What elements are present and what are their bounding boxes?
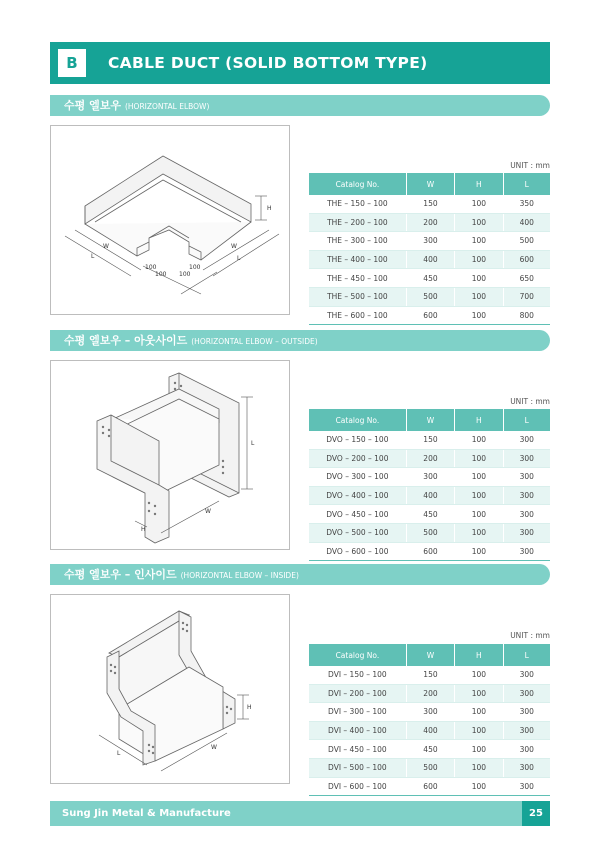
dim-l-label: L (251, 440, 255, 447)
cell: 600 (406, 306, 454, 325)
table-header-row (309, 409, 550, 431)
company-name: Sung Jin Metal & Manufacture (62, 808, 231, 819)
cell: 350 (503, 195, 550, 213)
section-title: 수평 엘보우 – 인사이드 (HORIZONTAL ELBOW – INSIDE) (64, 568, 299, 581)
cell: 150 (406, 195, 454, 213)
cell: 100 (455, 542, 503, 561)
col-h: H (455, 409, 503, 431)
col-l: L (503, 173, 550, 195)
table-row (309, 449, 550, 468)
cell: 400 (406, 721, 454, 740)
page-footer (50, 801, 550, 826)
cell: 100 (455, 740, 503, 759)
cell: 100 (455, 287, 503, 306)
cell: 600 (406, 542, 454, 561)
cell: 100 (455, 721, 503, 740)
dim-100-3: 100 (189, 264, 201, 271)
table-row (309, 269, 550, 288)
cell: DVI – 400 – 100 (309, 721, 406, 740)
cell: 200 (406, 684, 454, 703)
cell: THE – 600 – 100 (309, 306, 406, 325)
cell: 300 (503, 468, 550, 487)
page-number: 25 (522, 801, 550, 826)
dim-h-label: H (247, 704, 252, 711)
col-l: L (503, 409, 550, 431)
cell: 400 (406, 486, 454, 505)
dim-h-label: H (267, 205, 272, 212)
table-row (309, 213, 550, 232)
unit-label: UNIT : mm (510, 161, 550, 170)
dim-w-left: W (103, 243, 109, 250)
cell: 500 (406, 758, 454, 777)
cell: 100 (455, 505, 503, 524)
spec-table-horizontal-elbow (309, 173, 550, 325)
cell: DVO – 450 – 100 (309, 505, 406, 524)
table-row (309, 758, 550, 777)
cell: 100 (455, 306, 503, 325)
horizontal-elbow-drawing (50, 125, 290, 315)
dim-w-right: W (231, 243, 237, 250)
col-w: W (406, 644, 454, 666)
dim-100-2: 100 (155, 271, 167, 278)
cell: 300 (503, 758, 550, 777)
cell: DVO – 200 – 100 (309, 449, 406, 468)
table-row (309, 431, 550, 449)
cell: 150 (406, 666, 454, 684)
dim-l-left: L (91, 253, 95, 260)
page-header (50, 42, 550, 84)
cell: 500 (406, 523, 454, 542)
cell: 300 (503, 486, 550, 505)
dim-100-4: 100 (179, 271, 191, 278)
cell: 300 (503, 703, 550, 722)
dim-h-label: H (141, 526, 146, 533)
cell: DVO – 400 – 100 (309, 486, 406, 505)
section-title: 수평 엘보우 (HORIZONTAL ELBOW) (64, 99, 210, 112)
section-bar-horizontal-elbow-outside (50, 330, 550, 351)
table-row (309, 721, 550, 740)
cell: 100 (455, 250, 503, 269)
cell: THE – 400 – 100 (309, 250, 406, 269)
cell: 300 (503, 542, 550, 561)
table-row (309, 684, 550, 703)
cell: 300 (503, 777, 550, 796)
col-catalog: Catalog No. (309, 644, 406, 666)
col-catalog: Catalog No. (309, 409, 406, 431)
cell: 400 (406, 250, 454, 269)
cell: DVI – 150 – 100 (309, 666, 406, 684)
section-bar-horizontal-elbow (50, 95, 550, 116)
spec-table-horizontal-elbow-outside (309, 409, 550, 561)
cell: DVI – 450 – 100 (309, 740, 406, 759)
cell: 450 (406, 269, 454, 288)
section-badge: B (58, 49, 86, 77)
table-row (309, 740, 550, 759)
cell: DVO – 500 – 100 (309, 523, 406, 542)
table-row (309, 542, 550, 561)
cell: 300 (503, 449, 550, 468)
cell: 300 (503, 721, 550, 740)
cell: DVI – 600 – 100 (309, 777, 406, 796)
cell: 200 (406, 213, 454, 232)
cell: DVO – 600 – 100 (309, 542, 406, 561)
horizontal-elbow-outside-drawing (50, 360, 290, 550)
cell: 400 (503, 213, 550, 232)
cell: 450 (406, 505, 454, 524)
col-w: W (406, 409, 454, 431)
cell: THE – 150 – 100 (309, 195, 406, 213)
cell: 300 (503, 431, 550, 449)
cell: 100 (455, 195, 503, 213)
cell: DVI – 500 – 100 (309, 758, 406, 777)
cell: 100 (455, 431, 503, 449)
table-row (309, 232, 550, 251)
cell: 100 (455, 758, 503, 777)
unit-label: UNIT : mm (510, 397, 550, 406)
cell: 100 (455, 684, 503, 703)
cell: 100 (455, 449, 503, 468)
cell: 100 (455, 486, 503, 505)
cell: 300 (503, 666, 550, 684)
unit-label: UNIT : mm (510, 631, 550, 640)
table-row (309, 195, 550, 213)
cell: DVI – 300 – 100 (309, 703, 406, 722)
cell: 300 (503, 505, 550, 524)
section-title: 수평 엘보우 – 아웃사이드 (HORIZONTAL ELBOW – OUTSIDE) (64, 334, 318, 347)
section-subtitle: (HORIZONTAL ELBOW) (124, 102, 210, 111)
section-subtitle: (HORIZONTAL ELBOW – INSIDE) (180, 571, 299, 580)
cell: 100 (455, 468, 503, 487)
horizontal-elbow-inside-drawing (50, 594, 290, 784)
cell: 200 (406, 449, 454, 468)
cell: THE – 200 – 100 (309, 213, 406, 232)
cell: 100 (455, 703, 503, 722)
cell: 300 (406, 703, 454, 722)
page-title: CABLE DUCT (SOLID BOTTOM TYPE) (108, 54, 428, 72)
table-row (309, 306, 550, 325)
cell: 150 (406, 431, 454, 449)
cell: 300 (406, 232, 454, 251)
cell: DVO – 150 – 100 (309, 431, 406, 449)
col-catalog: Catalog No. (309, 173, 406, 195)
col-h: H (455, 644, 503, 666)
dim-w-label: W (211, 744, 217, 751)
col-w: W (406, 173, 454, 195)
cell: 100 (455, 232, 503, 251)
dim-100-1: 100 (145, 264, 157, 271)
cell: DVO – 300 – 100 (309, 468, 406, 487)
cell: 300 (503, 684, 550, 703)
table-row (309, 250, 550, 269)
cell: 700 (503, 287, 550, 306)
table-header-row (309, 173, 550, 195)
cell: THE – 300 – 100 (309, 232, 406, 251)
cell: 650 (503, 269, 550, 288)
cell: 450 (406, 740, 454, 759)
section-bar-horizontal-elbow-inside (50, 564, 550, 585)
table-row (309, 777, 550, 796)
table-row (309, 666, 550, 684)
cell: DVI – 200 – 100 (309, 684, 406, 703)
spec-table-horizontal-elbow-inside (309, 644, 550, 796)
cell: 100 (455, 523, 503, 542)
dim-l-right: L (237, 255, 241, 262)
dim-w-label: W (205, 508, 211, 515)
cell: 600 (503, 250, 550, 269)
cell: 100 (455, 213, 503, 232)
table-header-row (309, 644, 550, 666)
table-row (309, 505, 550, 524)
cell: 500 (406, 287, 454, 306)
cell: 600 (406, 777, 454, 796)
cell: 500 (503, 232, 550, 251)
cell: 300 (503, 740, 550, 759)
table-row (309, 523, 550, 542)
cell: 100 (455, 666, 503, 684)
cell: 300 (503, 523, 550, 542)
cell: 800 (503, 306, 550, 325)
cell: THE – 450 – 100 (309, 269, 406, 288)
table-row (309, 486, 550, 505)
col-h: H (455, 173, 503, 195)
cell: THE – 500 – 100 (309, 287, 406, 306)
table-row (309, 703, 550, 722)
cell: 300 (406, 468, 454, 487)
dim-l-label: L (117, 750, 121, 757)
section-subtitle: (HORIZONTAL ELBOW – OUTSIDE) (191, 337, 318, 346)
col-l: L (503, 644, 550, 666)
table-row (309, 287, 550, 306)
cell: 100 (455, 777, 503, 796)
table-row (309, 468, 550, 487)
cell: 100 (455, 269, 503, 288)
